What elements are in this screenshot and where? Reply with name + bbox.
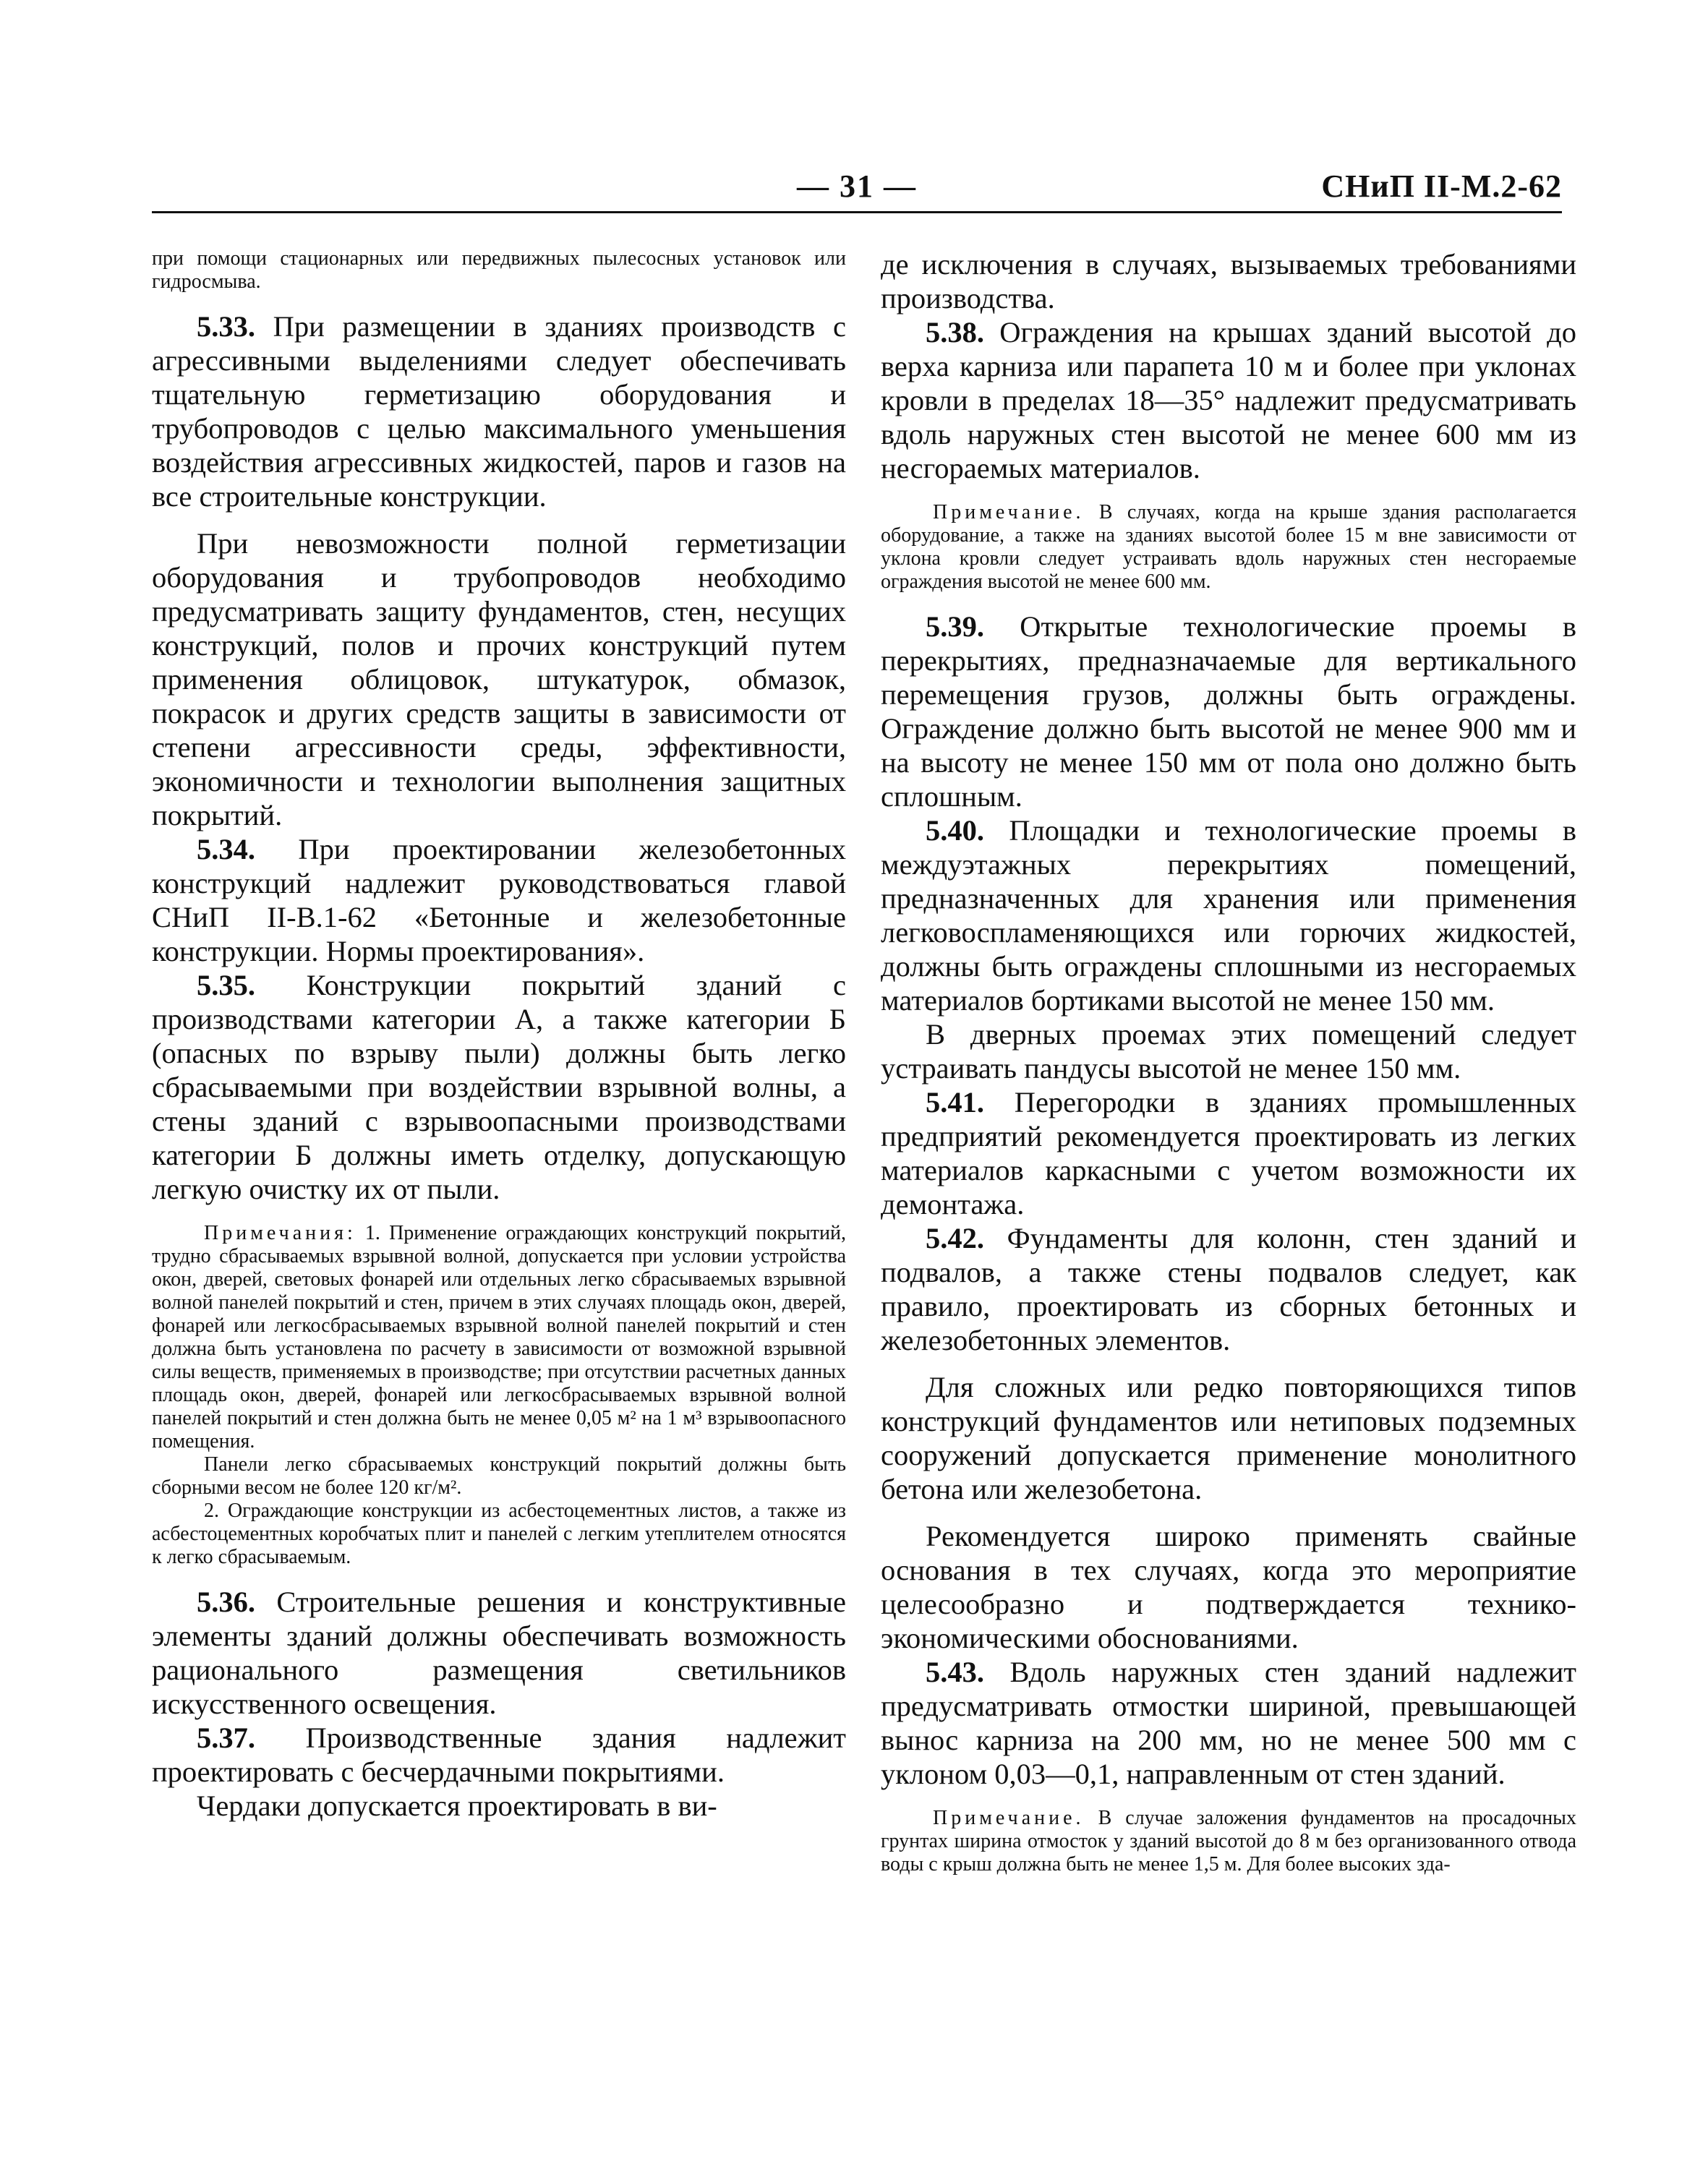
note-paragraph: Панели легко сбрасываемых конструкций покрытий должны быть сборными весом не более 120 кг/м².	[152, 1453, 846, 1499]
page-header	[152, 168, 1562, 213]
left-column	[152, 247, 846, 1823]
paragraph: Для сложных или редко повторяющихся типов конструкций фундаментов или нетиповых подземных сооружений допускается применение монолитного бетона или железобетона.	[881, 1371, 1576, 1505]
right-column	[881, 247, 1576, 1876]
clause-5-39: 5.39. Открытые технологические проемы в перекрытиях, предназначаемые для вертикального перемещения грузов, должны быть ограждены. Ограждение должно быть высотой не менее 900 мм и на высоту не менее 150 мм от пола оно должно быть сплошным.	[881, 610, 1576, 813]
paragraph: Чердаки допускается проектировать в ви-	[197, 1789, 717, 1822]
clause-5-38: 5.38. Ограждения на крышах зданий высотой до верха карниза или парапета 10 м и более при уклонах кровли в пределах 18—35° надлежит предусматривать вдоль наружных стен высотой не менее 600 мм из несгораемых материалов.	[881, 316, 1576, 484]
paragraph-continuation: при помощи стационарных или передвижных пылесосных установок или гидросмыва.	[152, 247, 846, 293]
clause-5-40: 5.40. Площадки и технологические проемы в междуэтажных перекрытиях помещений, предназначенных для хранения или применения легковоспламеняющихся или горючих жидкостей, должны быть ограждены сплошными из несгораемых материалов бортиками высотой не менее 150 мм.	[881, 814, 1576, 1017]
clause-5-35: 5.35. Конструкции покрытий зданий с производствами категории А, а также категории Б (опасных по взрыву пыли) должны быть легко сбрасываемыми при воздействии взрывной волны, а стены зданий с взрывоопасными производствами категории Б должны иметь отделку, допускающую легкую очистку их от пыли.	[152, 969, 846, 1205]
clause-5-41: 5.41. Перегородки в зданиях промышленных предприятий рекомендуется проектировать из легких материалов каркасными с учетом возможности их демонтажа.	[881, 1086, 1576, 1220]
note-paragraph: Примечания: 1. Применение ограждающих конструкций покрытий, трудно сбрасываемых взрывной волной, допускается при условии устройства окон, дверей, световых фонарей или отдельных легко сбрасываемых взрывной волной панелей покрытий и стен, причем в этих случаях площадь окон, дверей, фонарей или легкосбрасываемых взрывной волной панелей покрытий и стен должна быть установлена по расчету в зависимости от возможной взрывной силы веществ, применяемых в производстве; при отсутствии расчетных данных площадь окон, дверей, фонарей или легкосбрасываемых взрывной волной панелей покрытий и стен должна быть не менее 0,05 м² на 1 м³ взрывоопасного помещения.	[152, 1222, 846, 1453]
paragraph: Рекомендуется широко применять свайные основания в тех случаях, когда это мероприятие целесообразно и подтверждается технико-экономическими обоснованиями.	[881, 1520, 1576, 1654]
note-paragraph: Примечание. В случаях, когда на крыше здания располагается оборудование, а также на зданиях высотой более 15 м вне зависимости от уклона кровли следует устраивать вдоль наружных стен несгораемые ограждения высотой не менее 600 мм.	[881, 501, 1576, 593]
paragraph: При невозможности полной герметизации оборудования и трубопроводов необходимо предусматривать защиту фундаментов, стен, несущих конструкций, полов и прочих конструкций путем применения облицовок, штукатурок, обмазок, покрасок и других средств защиты в зависимости от степени агрессивности среды, эффективности, экономичности и технологии выполнения защитных покрытий.	[152, 527, 846, 831]
clause-5-36: 5.36. Строительные решения и конструктивные элементы зданий должны обеспечивать возможность рационального размещения светильников искусственного освещения.	[152, 1586, 846, 1720]
paragraph-continuation: де исключения в случаях, вызываемых требованиями производства.	[881, 248, 1576, 315]
page-number: — 31 —	[797, 168, 917, 204]
document-code: СНиП II-М.2-62	[1321, 168, 1562, 204]
clause-5-33: 5.33. При размещении в зданиях производств с агрессивными выделениями следует обеспечивать тщательную герметизацию оборудования и трубопроводов с целью максимального уменьшения воздействия агрессивных жидкостей, паров и газов на все строительные конструкции.	[152, 310, 846, 513]
paragraph: В дверных проемах этих помещений следует устраивать пандусы высотой не менее 150 мм.	[881, 1018, 1576, 1085]
clause-5-37: 5.37. Производственные здания надлежит проектировать с бесчердачными покрытиями.	[152, 1722, 846, 1788]
clause-5-42: 5.42. Фундаменты для колонн, стен зданий и подвалов, а также стены подвалов следует, как правило, проектировать из сборных бетонных и железобетонных элементов.	[881, 1222, 1576, 1356]
note-paragraph: 2. Ограждающие конструкции из асбестоцементных листов, а также из асбестоцементных коробчатых плит и панелей с легким утеплителем относятся к легко сбрасываемым.	[152, 1500, 846, 1568]
clause-5-43: 5.43. Вдоль наружных стен зданий надлежит предусматривать отмостки шириной, превышающей вынос карниза на 200 мм, но не менее 500 мм с уклоном 0,03—0,1, направленным от стен зданий.	[881, 1656, 1576, 1790]
note-paragraph: Примечание. В случае заложения фундаментов на просадочных грунтах ширина отмосток у зданий высотой до 8 м без организованного отвода воды с крыш должна быть не менее 1,5 м. Для более высоких зда-	[881, 1807, 1576, 1876]
clause-5-34: 5.34. При проектировании железобетонных конструкций надлежит руководствоваться главой СНиП II-В.1-62 «Бетонные и железобетонные конструкции. Нормы проектирования».	[152, 833, 846, 967]
